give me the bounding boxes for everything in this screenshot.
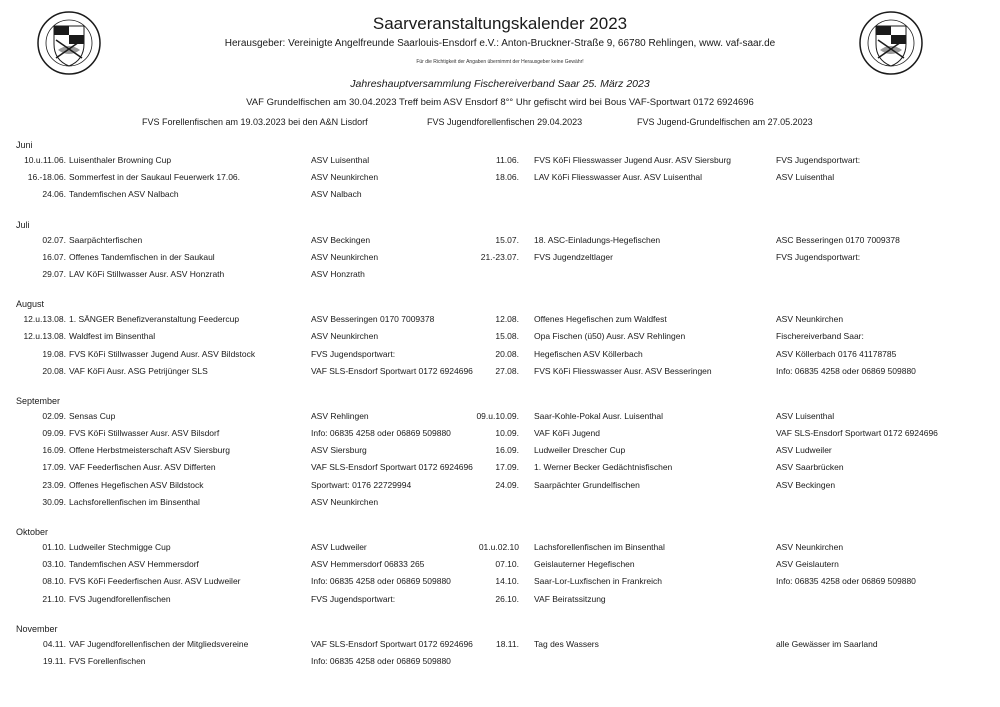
month-title: September: [16, 395, 61, 406]
event-organizer: FVS Jugendsportwart:: [776, 155, 861, 165]
event-organizer: alle Gewässer im Saarland: [776, 638, 878, 649]
event-organizer: Info: 06835 4258 oder 06869 509880: [311, 655, 451, 666]
grundel-info-line: VAF Grundelfischen am 30.04.2023 Treff beim ASV Ensdorf 8°° Uhr gefischt wird bei Bous VAF-Sportwart 0172 6924696: [246, 97, 754, 108]
event-organizer: ASV Ludweiler: [776, 445, 832, 456]
event-date: 07.10.: [495, 559, 519, 570]
event-date: 23.09.: [42, 479, 66, 490]
event-organizer: FVS Jugendsportwart:: [776, 251, 861, 262]
event-row: [0, 169, 1000, 186]
event-organizer: Info: 06835 4258 oder 06869 509880: [776, 365, 916, 376]
event-date: 21.-23.07.: [480, 251, 519, 262]
event-organizer: ASV Beckingen: [776, 479, 836, 490]
event-date: 09.09.: [42, 428, 66, 439]
event-row: [0, 556, 1000, 573]
event-organizer: ASV Honzrath: [311, 268, 365, 279]
event-row: [0, 346, 1000, 363]
event-name: Offenes Hegefischen zum Waldfest: [534, 314, 667, 325]
event-row: [0, 442, 1000, 459]
event-name: Offene Herbstmeisterschaft ASV Siersburg: [69, 445, 230, 456]
event-date: 12.u.13.08.: [23, 314, 66, 325]
event-name: Offenes Hegefischen ASV Bildstock: [69, 479, 204, 490]
event-date: 12.u.13.08.: [23, 331, 66, 342]
info-item: FVS Jugendforellenfischen 29.04.2023: [427, 117, 583, 127]
info-item: FVS Forellenfischen am 19.03.2023 bei den A&N Lisdorf: [142, 117, 368, 127]
event-date: 21.10.: [42, 593, 66, 604]
annual-meeting-line: Jahreshauptversammlung Fischereiverband Saar 25. März 2023: [350, 78, 650, 90]
event-name: Saarpächter Grundelfischen: [534, 479, 640, 490]
event-organizer: ASV Luisenthal: [311, 155, 370, 165]
month-section: [0, 139, 1000, 204]
event-date: 30.09.: [42, 496, 66, 507]
event-organizer: ASV Geislautern: [776, 559, 839, 570]
event-name: FVS KöFi Stillwasser Jugend Ausr. ASV Bildstock: [69, 348, 256, 359]
event-date: 16.-18.06.: [27, 172, 66, 183]
event-organizer: Fischereiverband Saar:: [776, 331, 864, 342]
event-name: VAF KöFi Ausr. ASG Petrijünger SLS: [69, 365, 208, 376]
event-organizer: ASV Köllerbach 0176 41178785: [776, 348, 897, 359]
event-name: FVS KöFi Fliesswasser Jugend Ausr. ASV Siersburg: [534, 155, 732, 165]
event-row: [0, 494, 1000, 511]
event-name: Opa Fischen (ü50) Ausr. ASV Rehlingen: [534, 331, 686, 342]
event-name: Lachsforellenfischen im Binsenthal: [534, 542, 665, 552]
event-name: VAF Beiratssitzung: [534, 593, 606, 604]
event-row: [0, 232, 1000, 249]
event-name: Ludweiler Drescher Cup: [534, 445, 626, 456]
event-organizer: ASV Rehlingen: [311, 410, 369, 421]
disclaimer: Für die Richtigkeit der Angaben übernimmt der Herausgeber keine Gewähr!: [416, 59, 584, 65]
event-row: [0, 328, 1000, 345]
event-organizer: ASV Neunkirchen: [776, 542, 844, 552]
event-date: 10.09.: [495, 428, 519, 439]
event-name: LAV KöFi Stillwasser Ausr. ASV Honzrath: [69, 268, 225, 279]
event-name: Lachsforellenfischen im Binsenthal: [69, 496, 200, 507]
event-organizer: FVS Jugendsportwart:: [311, 348, 396, 359]
event-date: 10.u.11.06.: [24, 155, 66, 165]
event-organizer: FVS Jugendsportwart:: [311, 593, 396, 604]
event-name: VAF Feederfischen Ausr. ASV Differten: [69, 462, 216, 473]
event-date: 14.10.: [495, 576, 519, 587]
event-organizer: ASV Neunkirchen: [311, 331, 379, 342]
event-name: Geislauterner Hegefischen: [534, 559, 635, 570]
page-title: Saarveranstaltungskalender 2023: [372, 14, 628, 33]
event-organizer: Info: 06835 4258 oder 06869 509880: [311, 428, 451, 439]
event-organizer: ASV Saarbrücken: [776, 462, 844, 473]
event-date: 02.07.: [42, 234, 66, 245]
event-organizer: VAF SLS-Ensdorf Sportwart 0172 6924696: [311, 462, 473, 473]
event-name: 1. Werner Becker Gedächtnisfischen: [534, 462, 673, 473]
event-organizer: Info: 06835 4258 oder 06869 509880: [776, 576, 916, 587]
event-date: 03.10.: [42, 559, 66, 570]
month-section: [0, 219, 1000, 284]
event-date: 15.07.: [495, 234, 519, 245]
event-name: FVS Jugendforellenfischen: [69, 593, 171, 604]
event-name: FVS KöFi Feederfischen Ausr. ASV Ludweiler: [69, 576, 241, 587]
event-date: 24.06.: [42, 189, 66, 200]
event-date: 11.06.: [495, 155, 519, 165]
event-name: Saar-Kohle-Pokal Ausr. Luisenthal: [534, 410, 663, 421]
event-date: 04.11.: [42, 638, 66, 649]
month-title: Juni: [16, 140, 33, 150]
event-row: [0, 152, 1000, 169]
info-item: FVS Jugend-Grundelfischen am 27.05.2023: [637, 117, 813, 127]
event-name: LAV KöFi Fliesswasser Ausr. ASV Luisenthal: [534, 172, 703, 183]
event-date: 15.08.: [495, 331, 519, 342]
event-date: 19.08.: [42, 348, 66, 359]
event-name: 18. ASC-Einladungs-Hegefischen: [534, 234, 661, 245]
month-title: November: [16, 623, 58, 634]
event-row: [0, 653, 1000, 670]
event-row: [0, 311, 1000, 328]
event-name: FVS Jugendzeltlager: [534, 251, 613, 262]
event-name: FVS KöFi Stillwasser Ausr. ASV Bilsdorf: [69, 428, 220, 439]
event-name: FVS Forellenfischen: [69, 655, 146, 666]
event-row: [0, 363, 1000, 380]
event-date: 19.11.: [42, 655, 66, 666]
event-row: [0, 477, 1000, 494]
event-name: Saarpächterfischen: [69, 234, 143, 245]
month-section: [0, 623, 1000, 670]
event-name: Tag des Wassers: [534, 638, 599, 649]
event-name: VAF Jugendforellenfischen der Mitgliedsvereine: [69, 638, 249, 649]
event-name: Offenes Tandemfischen in der Saukaul: [69, 251, 215, 262]
event-date: 20.08.: [495, 348, 519, 359]
event-row: [0, 573, 1000, 590]
event-name: Luisenthaler Browning Cup: [69, 155, 172, 165]
event-organizer: ASV Hemmersdorf 06833 265: [311, 559, 425, 570]
month-title: August: [16, 299, 45, 310]
event-date: 16.07.: [42, 251, 66, 262]
event-name: Sensas Cup: [69, 410, 116, 421]
event-date: 08.10.: [42, 576, 66, 587]
event-organizer: ASV Neunkirchen: [311, 251, 379, 262]
month-title: Juli: [16, 219, 30, 230]
event-date: 16.09.: [42, 445, 66, 456]
event-name: Tandemfischen ASV Nalbach: [69, 189, 179, 200]
event-row: [0, 249, 1000, 266]
event-date: 01.10.: [42, 542, 66, 552]
event-date: 09.u.10.09.: [476, 410, 519, 421]
event-organizer: VAF SLS-Ensdorf Sportwart 0172 6924696: [311, 365, 473, 376]
event-organizer: ASV Ludweiler: [311, 542, 367, 552]
event-date: 26.10.: [495, 593, 519, 604]
event-date: 18.11.: [495, 638, 519, 649]
event-name: Hegefischen ASV Köllerbach: [534, 348, 643, 359]
event-calendar: [0, 139, 1000, 685]
event-date: 29.07.: [42, 268, 66, 279]
event-date: 27.08.: [495, 365, 519, 376]
event-name: Sommerfest in der Saukaul Feuerwerk 17.06.: [69, 172, 241, 183]
event-row: [0, 408, 1000, 425]
event-organizer: ASV Neunkirchen: [311, 172, 379, 183]
event-organizer: ASV Nalbach: [311, 189, 362, 200]
event-name: Saar-Lor-Luxfischen in Frankreich: [534, 576, 663, 587]
event-date: 12.08.: [495, 314, 519, 325]
event-organizer: ASV Siersburg: [311, 445, 367, 456]
event-date: 16.09.: [495, 445, 519, 456]
event-row: [0, 459, 1000, 476]
event-date: 01.u.02.10: [478, 542, 519, 552]
event-row: [0, 425, 1000, 442]
month-section: [0, 395, 1000, 511]
event-name: FVS KöFi Fliesswasser Ausr. ASV Besseringen: [534, 365, 712, 376]
event-date: 18.06.: [495, 172, 519, 183]
event-date: 02.09.: [42, 410, 66, 421]
month-section: [0, 526, 1000, 608]
event-name: Waldfest im Binsenthal: [69, 331, 156, 342]
month-section: [0, 298, 1000, 380]
event-organizer: ASV Besseringen 0170 7009378: [311, 314, 435, 325]
event-row: [0, 539, 1000, 556]
event-organizer: Sportwart: 0176 22729994: [311, 479, 412, 490]
event-row: [0, 266, 1000, 283]
event-organizer: ASV Neunkirchen: [311, 496, 379, 507]
event-date: 17.09.: [42, 462, 66, 473]
event-name: 1. SÄNGER Benefizveranstaltung Feedercup: [69, 314, 240, 325]
event-date: 17.09.: [495, 462, 519, 473]
event-organizer: VAF SLS-Ensdorf Sportwart 0172 6924696: [311, 638, 473, 649]
publisher-line: Herausgeber: Vereinigte Angelfreunde Saarlouis-Ensdorf e.V.: Anton-Bruckner-Straße 9, 66780 Rehlingen, www. vaf-saar.de: [224, 38, 776, 49]
event-organizer: ASV Luisenthal: [776, 172, 835, 183]
event-name: Ludweiler Stechmigge Cup: [69, 542, 171, 552]
event-organizer: ASV Neunkirchen: [776, 314, 844, 325]
month-title: Oktober: [16, 527, 49, 537]
event-organizer: VAF SLS-Ensdorf Sportwart 0172 6924696: [776, 428, 938, 439]
event-name: Tandemfischen ASV Hemmersdorf: [69, 559, 199, 570]
event-organizer: Info: 06835 4258 oder 06869 509880: [311, 576, 451, 587]
event-organizer: ASC Besseringen 0170 7009378: [776, 234, 900, 245]
event-name: VAF KöFi Jugend: [534, 428, 600, 439]
event-date: 24.09.: [495, 479, 519, 490]
event-date: 20.08.: [42, 365, 66, 376]
event-row: [0, 186, 1000, 203]
event-organizer: ASV Beckingen: [311, 234, 371, 245]
event-row: [0, 636, 1000, 653]
event-organizer: ASV Luisenthal: [776, 410, 835, 421]
event-row: [0, 591, 1000, 608]
